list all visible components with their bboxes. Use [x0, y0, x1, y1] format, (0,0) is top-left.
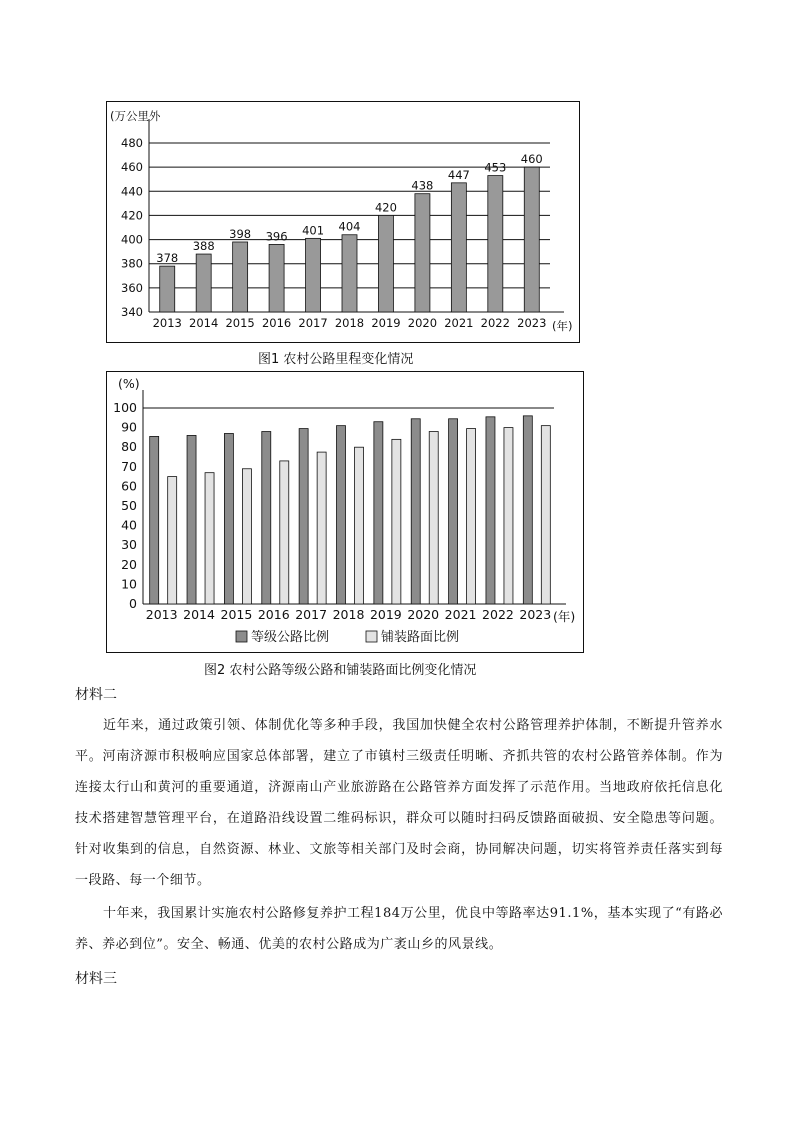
legend-label-2: 铺装路面比例 — [381, 630, 460, 645]
x-tick-label-2021: 2021 — [444, 316, 474, 330]
section-2-heading: 材料二 — [75, 687, 117, 703]
y-tick-label: 10 — [121, 576, 137, 592]
legend-label-1: 等级公路比例 — [251, 630, 330, 645]
y-tick-label: 40 — [121, 517, 137, 533]
section-3-heading: 材料三 — [75, 971, 117, 987]
y-tick-label: 480 — [121, 136, 143, 150]
data-label-2016: 396 — [265, 229, 288, 244]
x-tick-label-2019: 2019 — [369, 607, 402, 622]
x-tick-label-2015: 2015 — [220, 607, 253, 622]
y-axis-label: (万公里外 — [110, 109, 161, 123]
y-tick-label: 70 — [121, 458, 137, 474]
y-tick-label: 100 — [113, 400, 137, 415]
y-axis-label: (%) — [118, 376, 140, 391]
figure-2-chart — [106, 371, 584, 653]
x-tick-label-2021: 2021 — [444, 607, 477, 622]
section-2-paragraph-2: 十年来，我国累计实施农村公路修复养护工程184万公里，优良中等路率达91.1%，基本实现了“有路必养、养必到位”。安全、畅通、优美的农村公路成为广袤山乡的风景线。 — [75, 906, 723, 952]
figure-1-caption: 图1 农村公路里程变化情况 — [258, 352, 414, 367]
bar-s1-2018 — [337, 426, 346, 604]
bar-s1-2022 — [486, 417, 495, 604]
bar-s2-2021 — [467, 429, 476, 604]
bar-s1-2015 — [224, 433, 233, 604]
bar-s2-2023 — [541, 426, 550, 604]
x-tick-label-2013: 2013 — [152, 316, 182, 330]
data-label-2023: 460 — [520, 152, 543, 167]
x-tick-label-2014: 2014 — [189, 316, 219, 330]
x-tick-label-2022: 2022 — [480, 316, 510, 330]
x-tick-label-2020: 2020 — [407, 607, 440, 622]
y-tick-label: 340 — [121, 305, 143, 319]
x-tick-label-2014: 2014 — [183, 607, 215, 622]
data-label-2020: 438 — [411, 178, 434, 193]
bar-2018 — [342, 235, 357, 312]
bar-2021 — [451, 183, 466, 312]
data-label-2017: 401 — [302, 223, 325, 238]
x-tick-label-2023: 2023 — [517, 316, 547, 330]
x-tick-label-2017: 2017 — [298, 316, 328, 330]
y-tick-label: 80 — [121, 439, 137, 455]
data-label-2015: 398 — [229, 226, 252, 241]
y-tick-label: 50 — [121, 498, 137, 513]
bar-2014 — [196, 254, 211, 312]
data-label-2021: 447 — [447, 167, 470, 182]
x-tick-label-2016: 2016 — [257, 607, 290, 622]
y-tick-label: 420 — [121, 208, 143, 223]
bar-2020 — [415, 194, 430, 312]
data-label-2018: 404 — [338, 219, 361, 234]
bar-s1-2020 — [411, 419, 420, 604]
x-axis-label: (年) — [552, 319, 573, 333]
bar-2022 — [488, 176, 503, 312]
y-tick-label: 460 — [121, 160, 143, 175]
bar-2017 — [306, 238, 321, 312]
bar-2023 — [524, 167, 539, 312]
bar-s1-2017 — [299, 429, 308, 604]
bar-s2-2017 — [317, 452, 326, 604]
y-tick-label: 360 — [121, 280, 143, 295]
data-label-2013: 378 — [156, 251, 179, 266]
x-tick-label-2018: 2018 — [334, 316, 365, 330]
y-tick-label: 440 — [121, 184, 143, 199]
bar-2016 — [269, 244, 284, 312]
legend-swatch-1 — [236, 631, 247, 642]
y-tick-label: 20 — [121, 556, 137, 572]
y-tick-label: 380 — [121, 256, 143, 271]
bar-s2-2019 — [392, 439, 401, 604]
bar-s1-2014 — [187, 435, 196, 604]
x-tick-label-2013: 2013 — [145, 607, 178, 622]
x-tick-label-2019: 2019 — [371, 316, 401, 330]
bar-s2-2015 — [242, 469, 251, 604]
bar-s2-2016 — [280, 461, 289, 604]
x-tick-label-2016: 2016 — [261, 316, 292, 330]
bar-2019 — [378, 215, 393, 312]
bar-s1-2021 — [449, 419, 458, 604]
x-tick-label-2020: 2020 — [407, 316, 438, 330]
bar-s2-2020 — [429, 432, 438, 604]
x-tick-label-2015: 2015 — [225, 316, 255, 330]
bar-2015 — [233, 242, 248, 312]
data-label-2014: 388 — [192, 239, 215, 254]
legend-swatch-2 — [366, 631, 377, 642]
x-tick-label-2022: 2022 — [482, 607, 514, 622]
section-2-paragraph-1: 近年来，通过政策引领、体制优化等多种手段，我国加快健全农村公路管理养护体制，不断提升管养水平。河南济源市积极响应国家总体部署，建立了市镇村三级责任明晰、齐抓共管的农村公路管养体制。作为连接太行山和黄河的重要通道，济源南山产业旅游路在公路管养方面发挥了示范作用。当地政府依托信息化技术搭建智慧管理平台，在道路沿线设置二维码标识，群众可以随时扫码反馈路面破损、安全隐患等问题。针对收集到的信息，自然资源、林业、文旅等相关部门及时会商，协同解决问题，切实将管养责任落实到每一段路、每一个细节。 — [75, 718, 723, 888]
figure-1-chart — [106, 101, 580, 343]
y-tick-label: 90 — [121, 419, 137, 435]
y-tick-label: 400 — [121, 232, 143, 247]
bar-s1-2016 — [262, 432, 271, 604]
bar-s1-2013 — [150, 436, 159, 604]
x-tick-label-2018: 2018 — [332, 607, 365, 622]
data-label-2019: 420 — [374, 200, 397, 215]
y-tick-label: 0 — [129, 596, 137, 611]
bar-2013 — [160, 266, 175, 312]
x-tick-label-2017: 2017 — [295, 607, 328, 622]
y-tick-label: 30 — [121, 537, 137, 553]
bar-s2-2014 — [205, 473, 214, 604]
bar-s2-2013 — [168, 477, 177, 604]
y-tick-label: 60 — [121, 478, 137, 494]
figure-2-caption: 图2 农村公路等级公路和铺装路面比例变化情况 — [204, 663, 477, 678]
x-tick-label-2023: 2023 — [519, 607, 552, 622]
data-label-2022: 453 — [484, 160, 507, 175]
road-mileage-bar-chart — [106, 101, 580, 343]
bar-s1-2023 — [523, 416, 532, 604]
bar-s2-2018 — [355, 447, 364, 604]
x-axis-label: (年) — [553, 609, 576, 624]
bar-s1-2019 — [374, 422, 383, 604]
road-ratio-bar-chart — [106, 371, 584, 653]
bar-s2-2022 — [504, 428, 513, 604]
